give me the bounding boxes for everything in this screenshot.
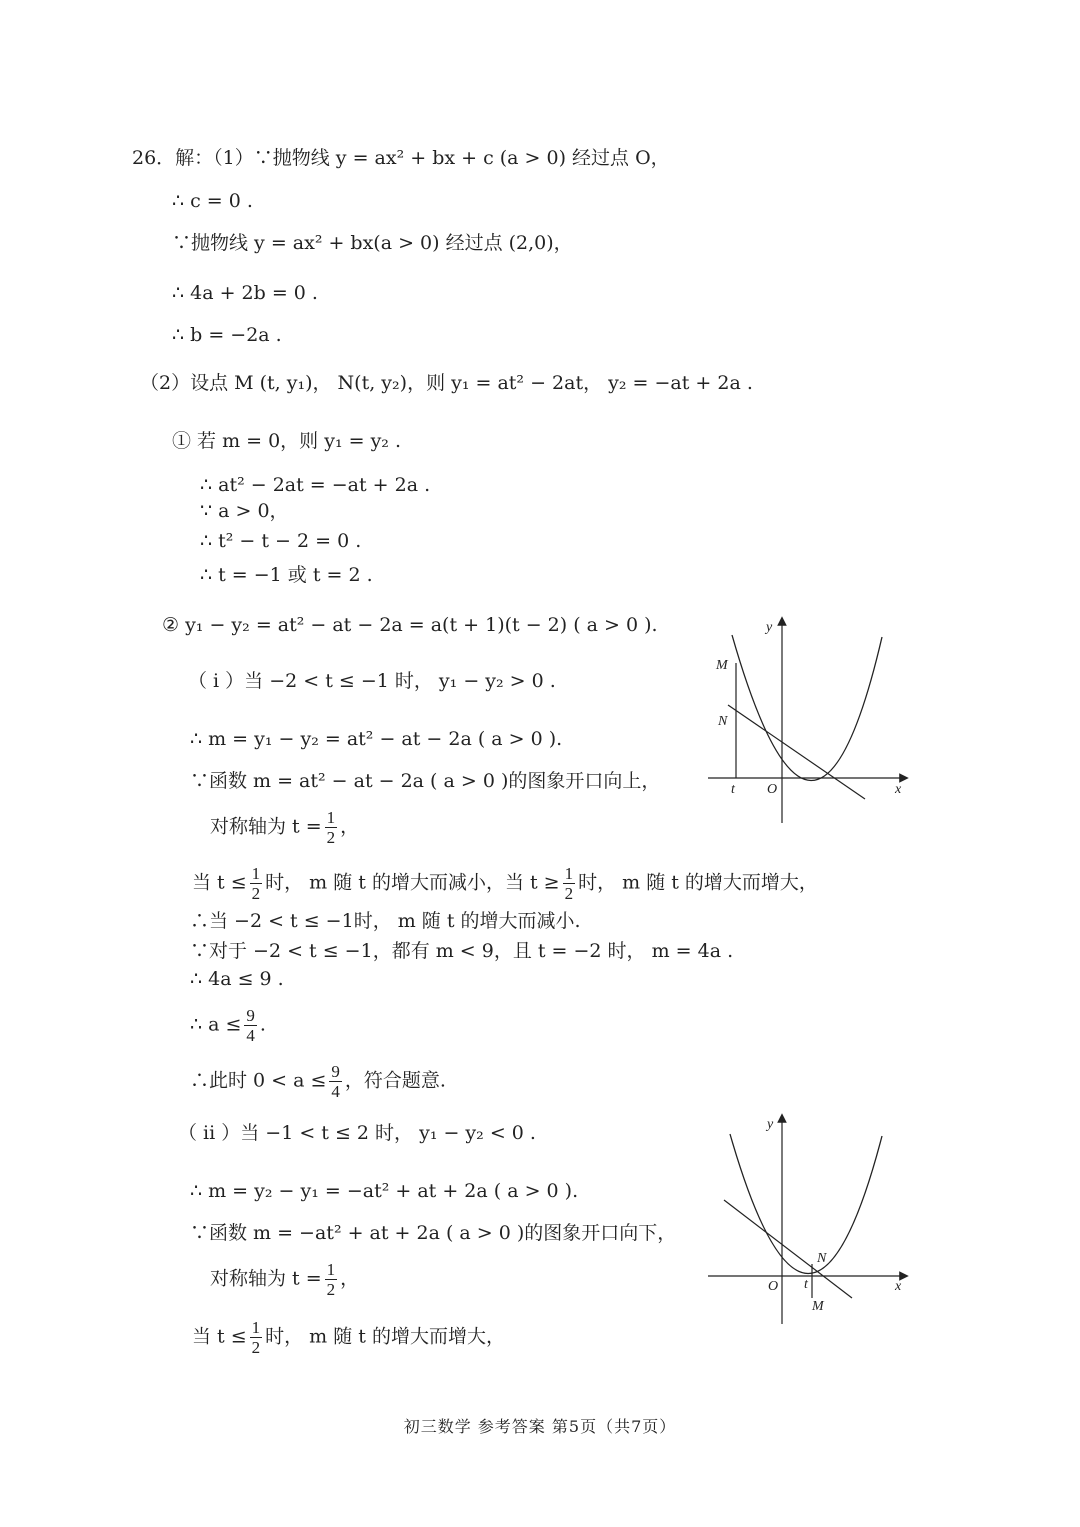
fraction-denominator: 2 — [326, 828, 336, 847]
subcase-ii-monotonic — [192, 1318, 505, 1357]
case2-heading: ② y₁ − y₂ = at² − at − 2a = a(t + 1)(t − 2) ( a > 0 ). — [162, 614, 658, 636]
label-n: N — [817, 1251, 827, 1266]
fraction-denominator: 2 — [251, 884, 261, 903]
solution-heading: 26．解：（1）∵抛物线 y = ax² + bx + c (a > 0) 经过点 O， — [132, 147, 670, 169]
part2-setup: （2）设点 M (t, y₁)， N(t, y₂)，则 y₁ = at² − 2at， y₂ = −at + 2a . — [140, 372, 753, 394]
fraction-numerator: 9 — [246, 1006, 255, 1025]
case1-step3: ∴ t² − t − 2 = 0 . — [200, 530, 362, 552]
mono-text-a: 当 t ≤ — [192, 871, 247, 894]
subcase-i-monotonic — [192, 864, 818, 903]
case1-step2: ∵ a > 0， — [200, 500, 289, 522]
subcase-ii-function: ∵函数 m = −at² + at + 2a ( a > 0 )的图象开口向下， — [190, 1222, 677, 1244]
subcase-ii-axis: 对称轴为 t = $\frac{1}{2}$ ， — [210, 1260, 360, 1299]
subcase-i-a-bound: ∴ a ≤ $\frac{9}{4}$ . — [190, 1006, 266, 1045]
label-o: O — [768, 1279, 779, 1294]
mono-text-c: 时， m 随 t 的增大而增大， — [578, 871, 818, 894]
step-4a-2b: ∴ 4a + 2b = 0 . — [172, 282, 318, 304]
parabola-curve — [730, 1134, 882, 1274]
fraction-nine-quarters — [244, 1006, 257, 1045]
case1-heading: ① 若 m = 0，则 y₁ = y₂ . — [172, 430, 402, 452]
fraction-half — [325, 808, 338, 847]
subcase-i-decrease: ∴当 −2 < t ≤ −1时， m 随 t 的增大而减小. — [190, 910, 581, 932]
label-x: x — [895, 1279, 902, 1294]
label-y: y — [767, 1117, 774, 1132]
step-b: ∴ b = −2a . — [172, 324, 282, 346]
fraction-half — [250, 864, 263, 903]
fraction-denominator: 2 — [326, 1280, 336, 1299]
page-footer: 初三数学 参考答案 第5页（共7页） — [403, 1417, 677, 1436]
label-y: y — [766, 620, 773, 635]
fraction-half — [250, 1318, 263, 1357]
subcase-ii-heading: （ ii ）当 −1 < t ≤ 2 时， y₁ − y₂ < 0 . — [178, 1122, 536, 1144]
axis-text: 对称轴为 t = — [210, 1267, 322, 1290]
mono-text-b: 时， m 随 t 的增大而增大， — [265, 1325, 505, 1348]
figure-2-graph — [700, 1112, 910, 1327]
subcase-i-4a: ∴ 4a ≤ 9 . — [190, 968, 284, 990]
label-m: M — [812, 1299, 824, 1314]
fraction-numerator: 1 — [564, 864, 574, 883]
fraction-numerator: 9 — [331, 1062, 340, 1081]
label-m: M — [716, 658, 728, 673]
conclusion-tail: ，符合题意. — [344, 1069, 446, 1092]
subcase-i-condition: ∵对于 −2 < t ≤ −1，都有 m < 9，且 t = −2 时， m = 4a . — [190, 940, 734, 962]
label-n: N — [718, 714, 728, 729]
case1-step1: ∴ at² − 2at = −at + 2a . — [200, 474, 431, 496]
step-parabola-through-point: ∵抛物线 y = ax² + bx(a > 0) 经过点 (2,0)， — [172, 232, 573, 254]
subcase-i-m: ∴ m = y₁ − y₂ = at² − at − 2a ( a > 0 ). — [190, 728, 563, 750]
fraction-numerator: 1 — [326, 808, 336, 827]
label-t: t — [804, 1277, 808, 1292]
case1-step4: ∴ t = −1 或 t = 2 . — [200, 564, 373, 586]
mono-text-a: 当 t ≤ — [192, 1325, 247, 1348]
fraction-numerator: 1 — [326, 1260, 336, 1279]
fraction-nine-quarters — [329, 1062, 342, 1101]
step-c: ∴ c = 0 . — [172, 190, 253, 212]
label-t: t — [731, 782, 735, 797]
label-x: x — [895, 782, 902, 797]
fraction-denominator: 4 — [331, 1082, 340, 1101]
subcase-i-axis: 对称轴为 t = $\frac{1}{2}$ ， — [210, 808, 360, 847]
fraction-half — [563, 864, 576, 903]
label-o: O — [767, 782, 778, 797]
fraction-denominator: 2 — [251, 1338, 261, 1357]
mono-text-b: 时， m 随 t 的增大而减小，当 t ≥ — [265, 871, 560, 894]
fraction-denominator: 2 — [564, 884, 574, 903]
subcase-i-heading: （ i ）当 −2 < t ≤ −1 时， y₁ − y₂ > 0 . — [188, 670, 556, 692]
subcase-i-conclusion — [190, 1062, 446, 1101]
axis-text: 对称轴为 t = — [210, 815, 322, 838]
fraction-numerator: 1 — [251, 1318, 261, 1337]
fraction-denominator: 4 — [246, 1026, 255, 1045]
a-bound-text: ∴ a ≤ — [190, 1013, 242, 1036]
line-curve — [724, 1200, 852, 1298]
figure-1-graph — [700, 615, 910, 825]
subcase-i-function: ∵函数 m = at² − at − 2a ( a > 0 )的图象开口向上， — [190, 770, 661, 792]
fraction-numerator: 1 — [251, 864, 261, 883]
subcase-ii-m: ∴ m = y₂ − y₁ = −at² + at + 2a ( a > 0 ). — [190, 1180, 579, 1202]
conclusion-text: ∴此时 0 < a ≤ — [190, 1069, 327, 1092]
fraction-half — [325, 1260, 338, 1299]
